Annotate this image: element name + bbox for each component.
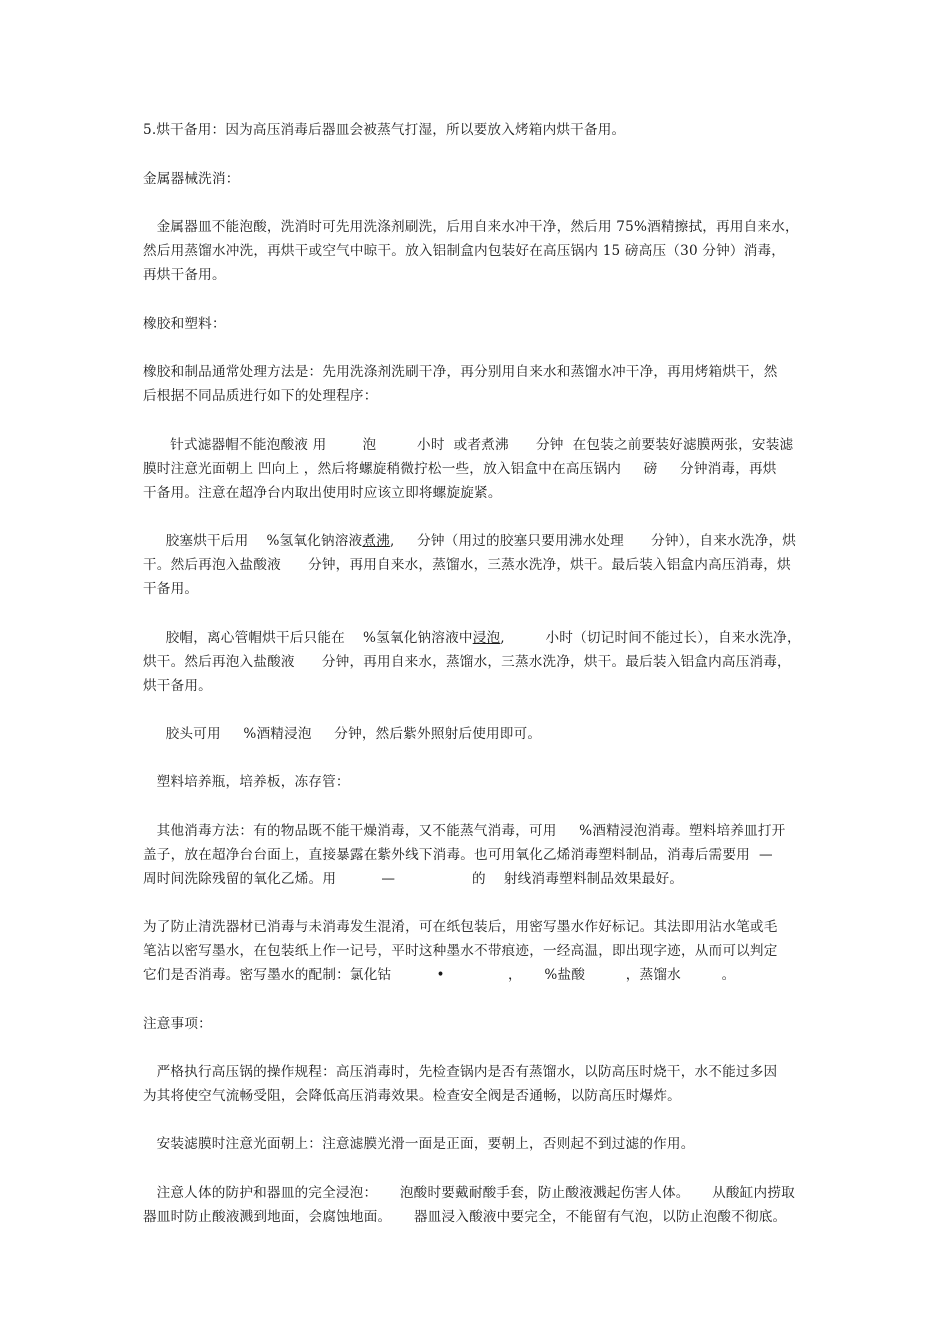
paragraph-cap-line-3: 烘干备用。	[143, 678, 212, 694]
paragraph-stopper-line-2: 干。然后再泡入盐酸液 分钟，再用自来水，蒸馏水，三蒸水洗净，烘干。最后装入铝盒内高压消毒，烘	[143, 557, 791, 573]
paragraph-bulb: 胶头可用 %酒精浸泡 分钟，然后紫外照射后使用即可。	[143, 726, 542, 742]
heading-rubber-plastic: 橡胶和塑料：	[143, 316, 226, 332]
paragraph-other-line-1: 其他消毒方法：有的物品既不能干燥消毒，又不能蒸气消毒，可用 %酒精浸泡消毒。塑料培养皿打开	[143, 823, 786, 839]
paragraph-cap-line-1	[143, 630, 801, 646]
text-segment: 胶塞烘干后用 %氢氧化钠溶液	[143, 533, 363, 549]
paragraph-notes-3-line-2: 器皿时防止酸液溅到地面，会腐蚀地面。 器皿浸入酸液中要完全，不能留有气泡，以防止泡酸不彻底。	[143, 1209, 787, 1225]
paragraph-notes-1-line-2: 为其将使空气流畅受阻，会降低高压消毒效果。检查安全阀是否通畅，以防高压时爆炸。	[143, 1088, 681, 1104]
paragraph-metal-line-3: 再烘干备用。	[143, 267, 226, 283]
paragraph-drying: 5.烘干备用：因为高压消毒后器皿会被蒸气打湿，所以要放入烤箱内烘干备用。	[143, 122, 626, 138]
paragraph-cap-line-2: 烘干。然后再泡入盐酸液 分钟，再用自来水，蒸馏水，三蒸水洗净，烘干。最后装入铝盒内高压消毒，	[143, 654, 791, 670]
paragraph-filter-line-1: 针式滤器帽不能泡酸液 用 泡 小时 或者煮沸 分钟 在包装之前要装好滤膜两张，安装滤	[143, 437, 794, 453]
paragraph-metal-line-2: 然后用蒸馏水冲洗，再烘干或空气中晾干。放入铝制盒内包装好在高压锅内 15 磅高压（30 分钟）消毒，	[143, 243, 786, 259]
text-segment: , 分钟（用过的胶塞只要用沸水处理 分钟），自来水洗净，烘	[389, 533, 797, 549]
paragraph-plastic-items: 塑料培养瓶，培养板，冻存管：	[143, 774, 350, 790]
paragraph-notes-2: 安装滤膜时注意光面朝上：注意滤膜光滑一面是正面，要朝上，否则起不到过滤的作用。	[143, 1136, 695, 1152]
paragraph-ink-line-2: 笔沾以密写墨水，在包装纸上作一记号，平时这种墨水不带痕迹，一经高温，即出现字迹，从而可以判定	[143, 943, 778, 959]
underlined-text: 煮沸	[362, 533, 390, 549]
underlined-text: 浸泡	[472, 630, 501, 646]
paragraph-stopper-line-1	[143, 533, 796, 549]
paragraph-filter-line-2: 膜时注意光面朝上 凹向上 ，然后将螺旋稍微拧松一些，放入铝盒中在高压锅内 磅 分钟消毒，再烘	[143, 461, 777, 477]
paragraph-rubber-line-2: 后根据不同品质进行如下的处理程序：	[143, 388, 378, 404]
paragraph-metal-line-1: 金属器皿不能泡酸，洗消时可先用洗涤剂刷洗，后用自来水冲干净，然后用 75%酒精擦拭，再用自来水，	[143, 219, 799, 235]
text-segment: 胶帽，离心管帽烘干后只能在 %氢氧化钠溶液中	[143, 630, 473, 646]
paragraph-ink-line-3: 它们是否消毒。密写墨水的配制：氯化钴 • ， %盐酸 ，蒸馏水 。	[143, 967, 736, 983]
paragraph-other-line-3: 周时间洗除残留的氧化乙烯。用 — 的 射线消毒塑料制品效果最好。	[143, 871, 684, 887]
heading-notes: 注意事项：	[143, 1016, 212, 1032]
heading-metal-instruments: 金属器械洗消：	[143, 171, 240, 187]
paragraph-rubber-line-1: 橡胶和制品通常处理方法是：先用洗涤剂洗刷干净，再分别用自来水和蒸馏水冲干净，再用烤箱烘干，然	[143, 364, 778, 380]
paragraph-stopper-line-3: 干备用。	[143, 581, 199, 597]
paragraph-ink-line-1: 为了防止清洗器材已消毒与未消毒发生混淆，可在纸包装后，用密写墨水作好标记。其法即用沾水笔或毛	[143, 919, 778, 935]
text-segment: , 小时（切记时间不能过长），自来水洗净，	[500, 630, 801, 646]
paragraph-notes-1-line-1: 严格执行高压锅的操作规程：高压消毒时，先检查锅内是否有蒸馏水，以防高压时烧干，水不能过多因	[143, 1064, 778, 1080]
paragraph-filter-line-3: 干备用。注意在超净台内取出使用时应该立即将螺旋旋紧。	[143, 485, 502, 501]
paragraph-other-line-2: 盖子，放在超净台台面上，直接暴露在紫外线下消毒。也可用氧化乙烯消毒塑料制品，消毒后需要用 —	[143, 847, 773, 863]
paragraph-notes-3-line-1: 注意人体的防护和器皿的完全浸泡： 泡酸时要戴耐酸手套，防止酸液溅起伤害人体。 从酸缸内捞取	[143, 1185, 795, 1201]
